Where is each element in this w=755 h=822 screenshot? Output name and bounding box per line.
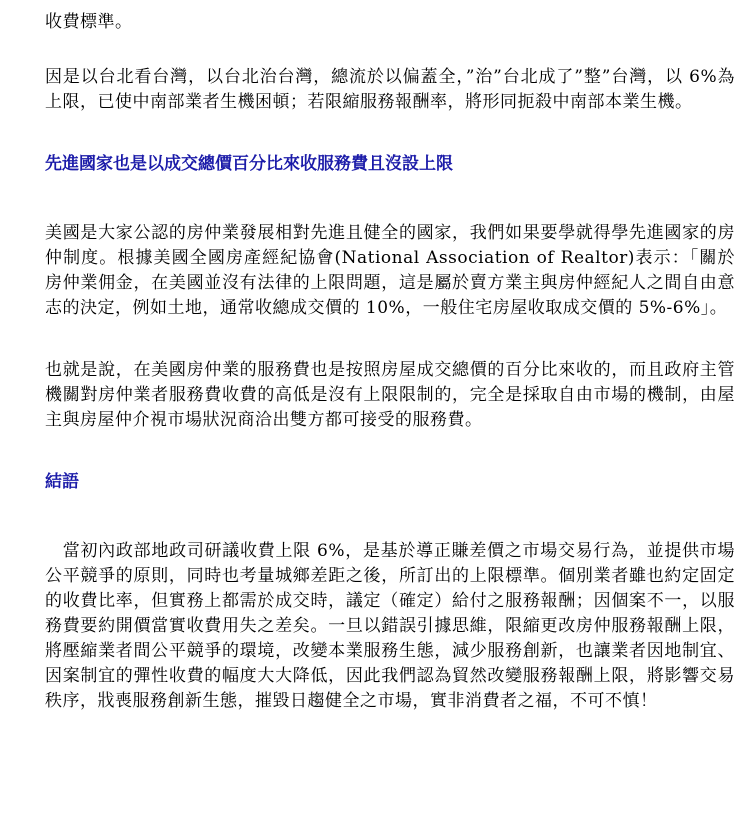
- document-page: [45, 10, 735, 714]
- paragraph-spacer: [45, 495, 735, 539]
- paragraph-conclusion: 當初內政部地政司研議收費上限 6%，是基於導正賺差價之市場交易行為，並提供市場公平競爭的原則，同時也考量城鄉差距之後，所訂出的上限標準。個別業者雖也約定固定的收費比率，但實務上都需於成交時，議定（確定）給付之服務報酬；因個案不一，以服務費要約開價當實收費用失之差矣。一旦以錯誤引據思維，限縮更改房仲服務報酬上限，將壓縮業者間公平競爭的環境，改變本業服務生態，減少服務創新，也讓業者因地制宜、因案制宜的彈性收費的幅度大大降低，因此我們認為貿然改變服務報酬上限，將影響交易秩序，戕喪服務創新生態，摧毀日趨健全之市場，實非消費者之福，不可不慎！: [45, 541, 735, 711]
- paragraph-spacer: [45, 433, 735, 470]
- paragraph-spacer: [45, 177, 735, 221]
- section-heading-conclusion: 結語: [45, 472, 79, 492]
- paragraph-spacer: [45, 321, 735, 358]
- paragraph-us-free-market: 也就是說，在美國房仲業的服務費也是按照房屋成交總價的百分比來收的，而且政府主管機關對房仲業者服務費收費的高低是沒有上限限制的，完全是採取自由市場的機制，由屋主與房屋仲介視市場狀況商洽出雙方都可接受的服務費。: [45, 360, 735, 430]
- paragraph-spacer: [45, 115, 735, 152]
- paragraph-us-realtor: 美國是大家公認的房仲業發展相對先進且健全的國家，我們如果要學就得學先進國家的房仲制度。根據美國全國房產經紀協會(National Association of Realtor)表示：「關於房仲業佣金，在美國並沒有法律的上限問題，這是屬於賣方業主與房仲經紀人之間自由意志的決定，例如土地，通常收總成交價的 10%，一般住宅房屋收取成交價的 5%-6%」。: [45, 223, 735, 318]
- paragraph-taipei-view: 因是以台北看台灣，以台北治台灣，總流於以偏蓋全，”治”台北成了”整”台灣，以 6%為上限，已使中南部業者生機困頓；若限縮服務報酬率，將形同扼殺中南部本業生機。: [45, 67, 735, 112]
- paragraph-fee-standard: 收費標準。: [45, 12, 133, 32]
- paragraph-spacer: [45, 35, 735, 65]
- section-heading-advanced-countries: 先進國家也是以成交總價百分比來收服務費且沒設上限: [45, 154, 453, 174]
